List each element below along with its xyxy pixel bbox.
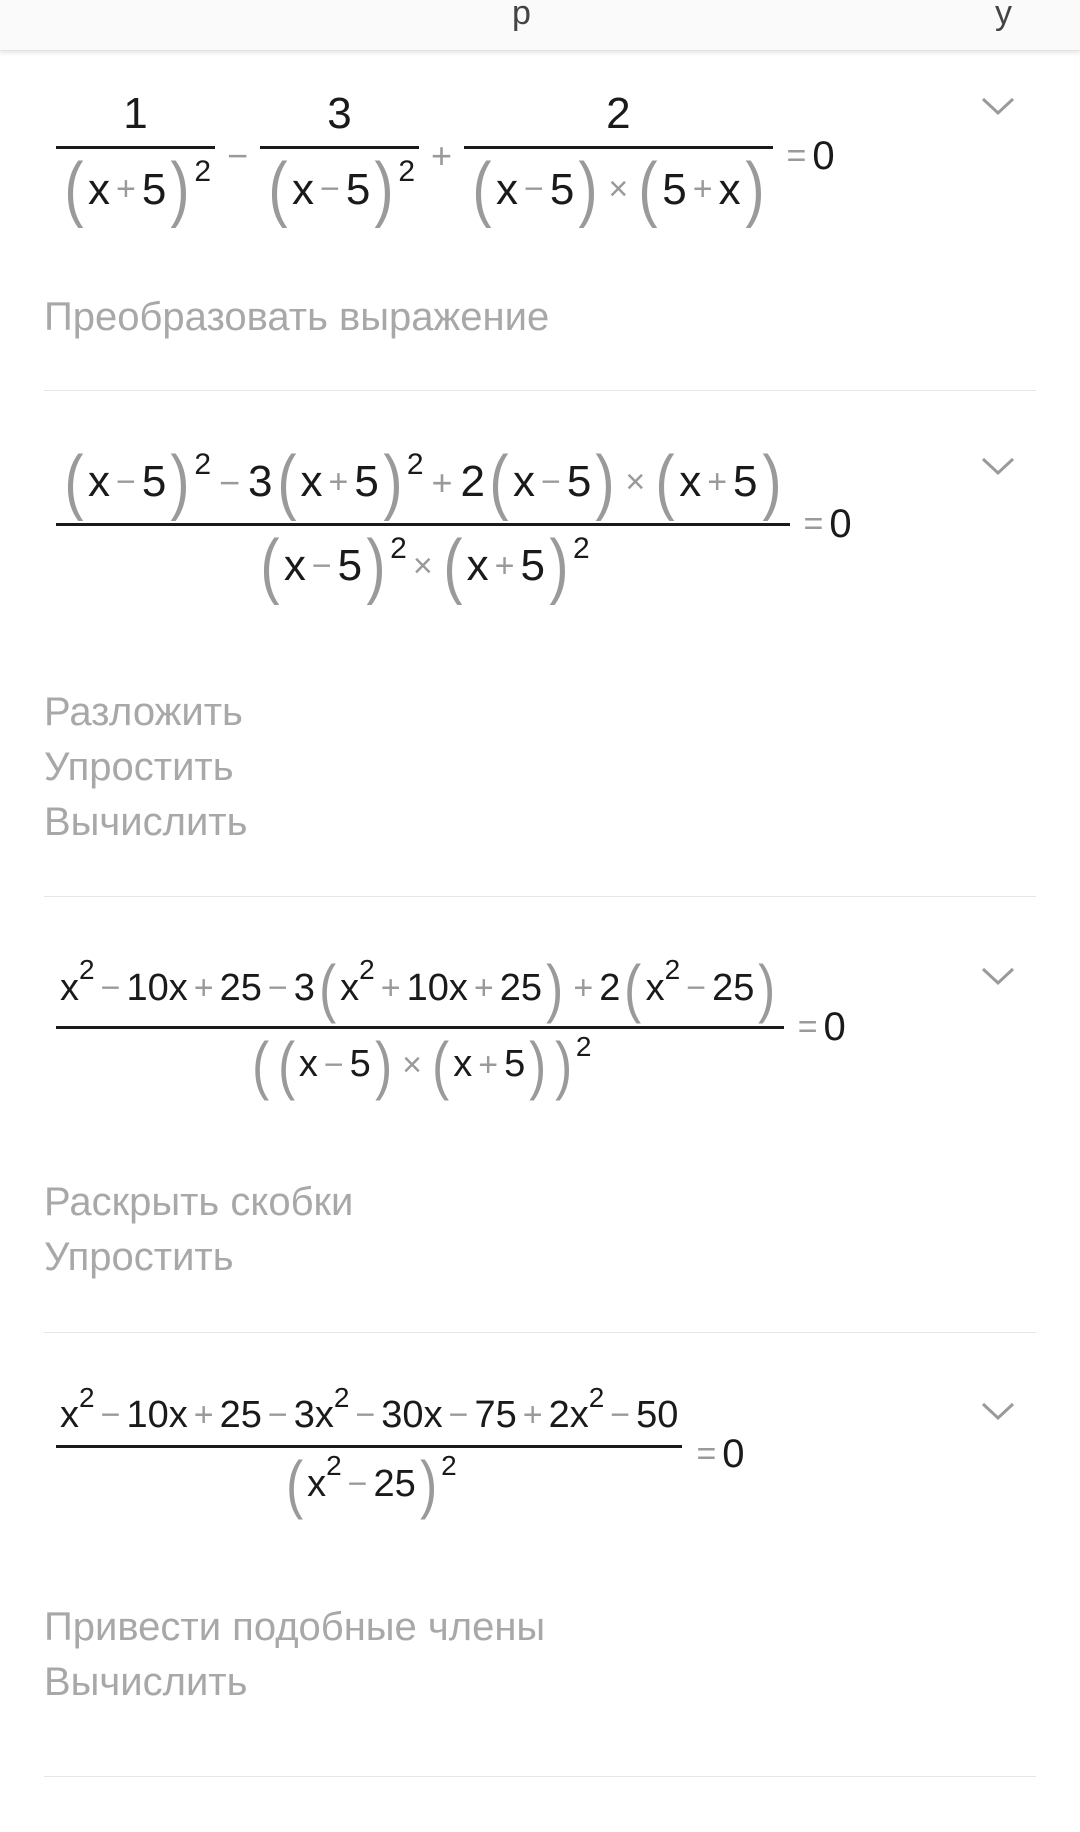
- header-fragment-left: р: [512, 0, 531, 32]
- divider: [44, 1332, 1036, 1333]
- step-actions: [44, 1175, 353, 1285]
- equation-2: [52, 442, 852, 606]
- right-hand-side: 0: [722, 1431, 745, 1476]
- chevron-down-icon[interactable]: [980, 95, 1010, 125]
- fraction: 2 ( x − 5 ) × ( 5 + x ): [464, 90, 772, 222]
- action-link[interactable]: Разложить: [44, 690, 243, 734]
- fraction: ( x − 5 ) $^2$ − 3 ( x + 5 ) $^2$ + 2 ( x − 5 ) × ( x + 5 ) ( x − 5 ) $^2$ × ( x + 5 ) $^2$: [56, 450, 790, 599]
- step-actions: [44, 1600, 545, 1710]
- fraction: 1 ( x + 5 ) $^2$: [56, 90, 215, 222]
- right-hand-side: 0: [812, 133, 835, 178]
- step-actions: [44, 290, 549, 345]
- action-link[interactable]: Упростить: [44, 1235, 234, 1279]
- chevron-down-icon[interactable]: [980, 1400, 1010, 1430]
- fraction: x $^2$ − 10x + 25 − 3x $^2$ − 30x − 75 + 2x $^2$ − 50 ( x $^2$ − 25 ) $^2$: [56, 1395, 682, 1513]
- top-bar: [0, 0, 1080, 51]
- equation-3: [52, 952, 846, 1101]
- fraction: x $^2$ − 10x + 25 − 3 ( x $^2$ + 10x + 25 ) + 2 ( x $^2$ − 25 ) ( ( x − 5 ) × ( x + 5 ) ) $^2$: [56, 960, 784, 1094]
- right-hand-side: 0: [829, 501, 852, 546]
- equals-sign: =: [797, 1007, 818, 1046]
- fraction: 3 ( x − 5 ) $^2$: [260, 90, 419, 222]
- action-link[interactable]: Преобразовать выражение: [44, 295, 550, 339]
- action-link[interactable]: Привести подобные члены: [44, 1605, 546, 1649]
- header-fragment-right: у: [995, 0, 1012, 32]
- action-link[interactable]: Вычислить: [44, 1660, 248, 1704]
- step-actions: [44, 685, 247, 850]
- chevron-down-icon[interactable]: [980, 455, 1010, 485]
- divider: [44, 1776, 1036, 1777]
- action-link[interactable]: Упростить: [44, 745, 234, 789]
- right-hand-side: 0: [823, 1004, 846, 1049]
- action-link[interactable]: Раскрыть скобки: [44, 1180, 354, 1224]
- equals-sign: =: [786, 136, 807, 175]
- equals-sign: =: [803, 504, 824, 543]
- chevron-down-icon[interactable]: [980, 965, 1010, 995]
- equation-1: 1 ( x + 5 ) $^2$ − 3 ( x − 5 ) $^2$ + 2 ( x − 5 ) × ( 5 + x ) = 0: [52, 90, 835, 222]
- equation-4: [52, 1381, 745, 1520]
- divider: [44, 896, 1036, 897]
- divider: [44, 390, 1036, 391]
- equals-sign: =: [696, 1434, 717, 1473]
- action-link[interactable]: Вычислить: [44, 800, 248, 844]
